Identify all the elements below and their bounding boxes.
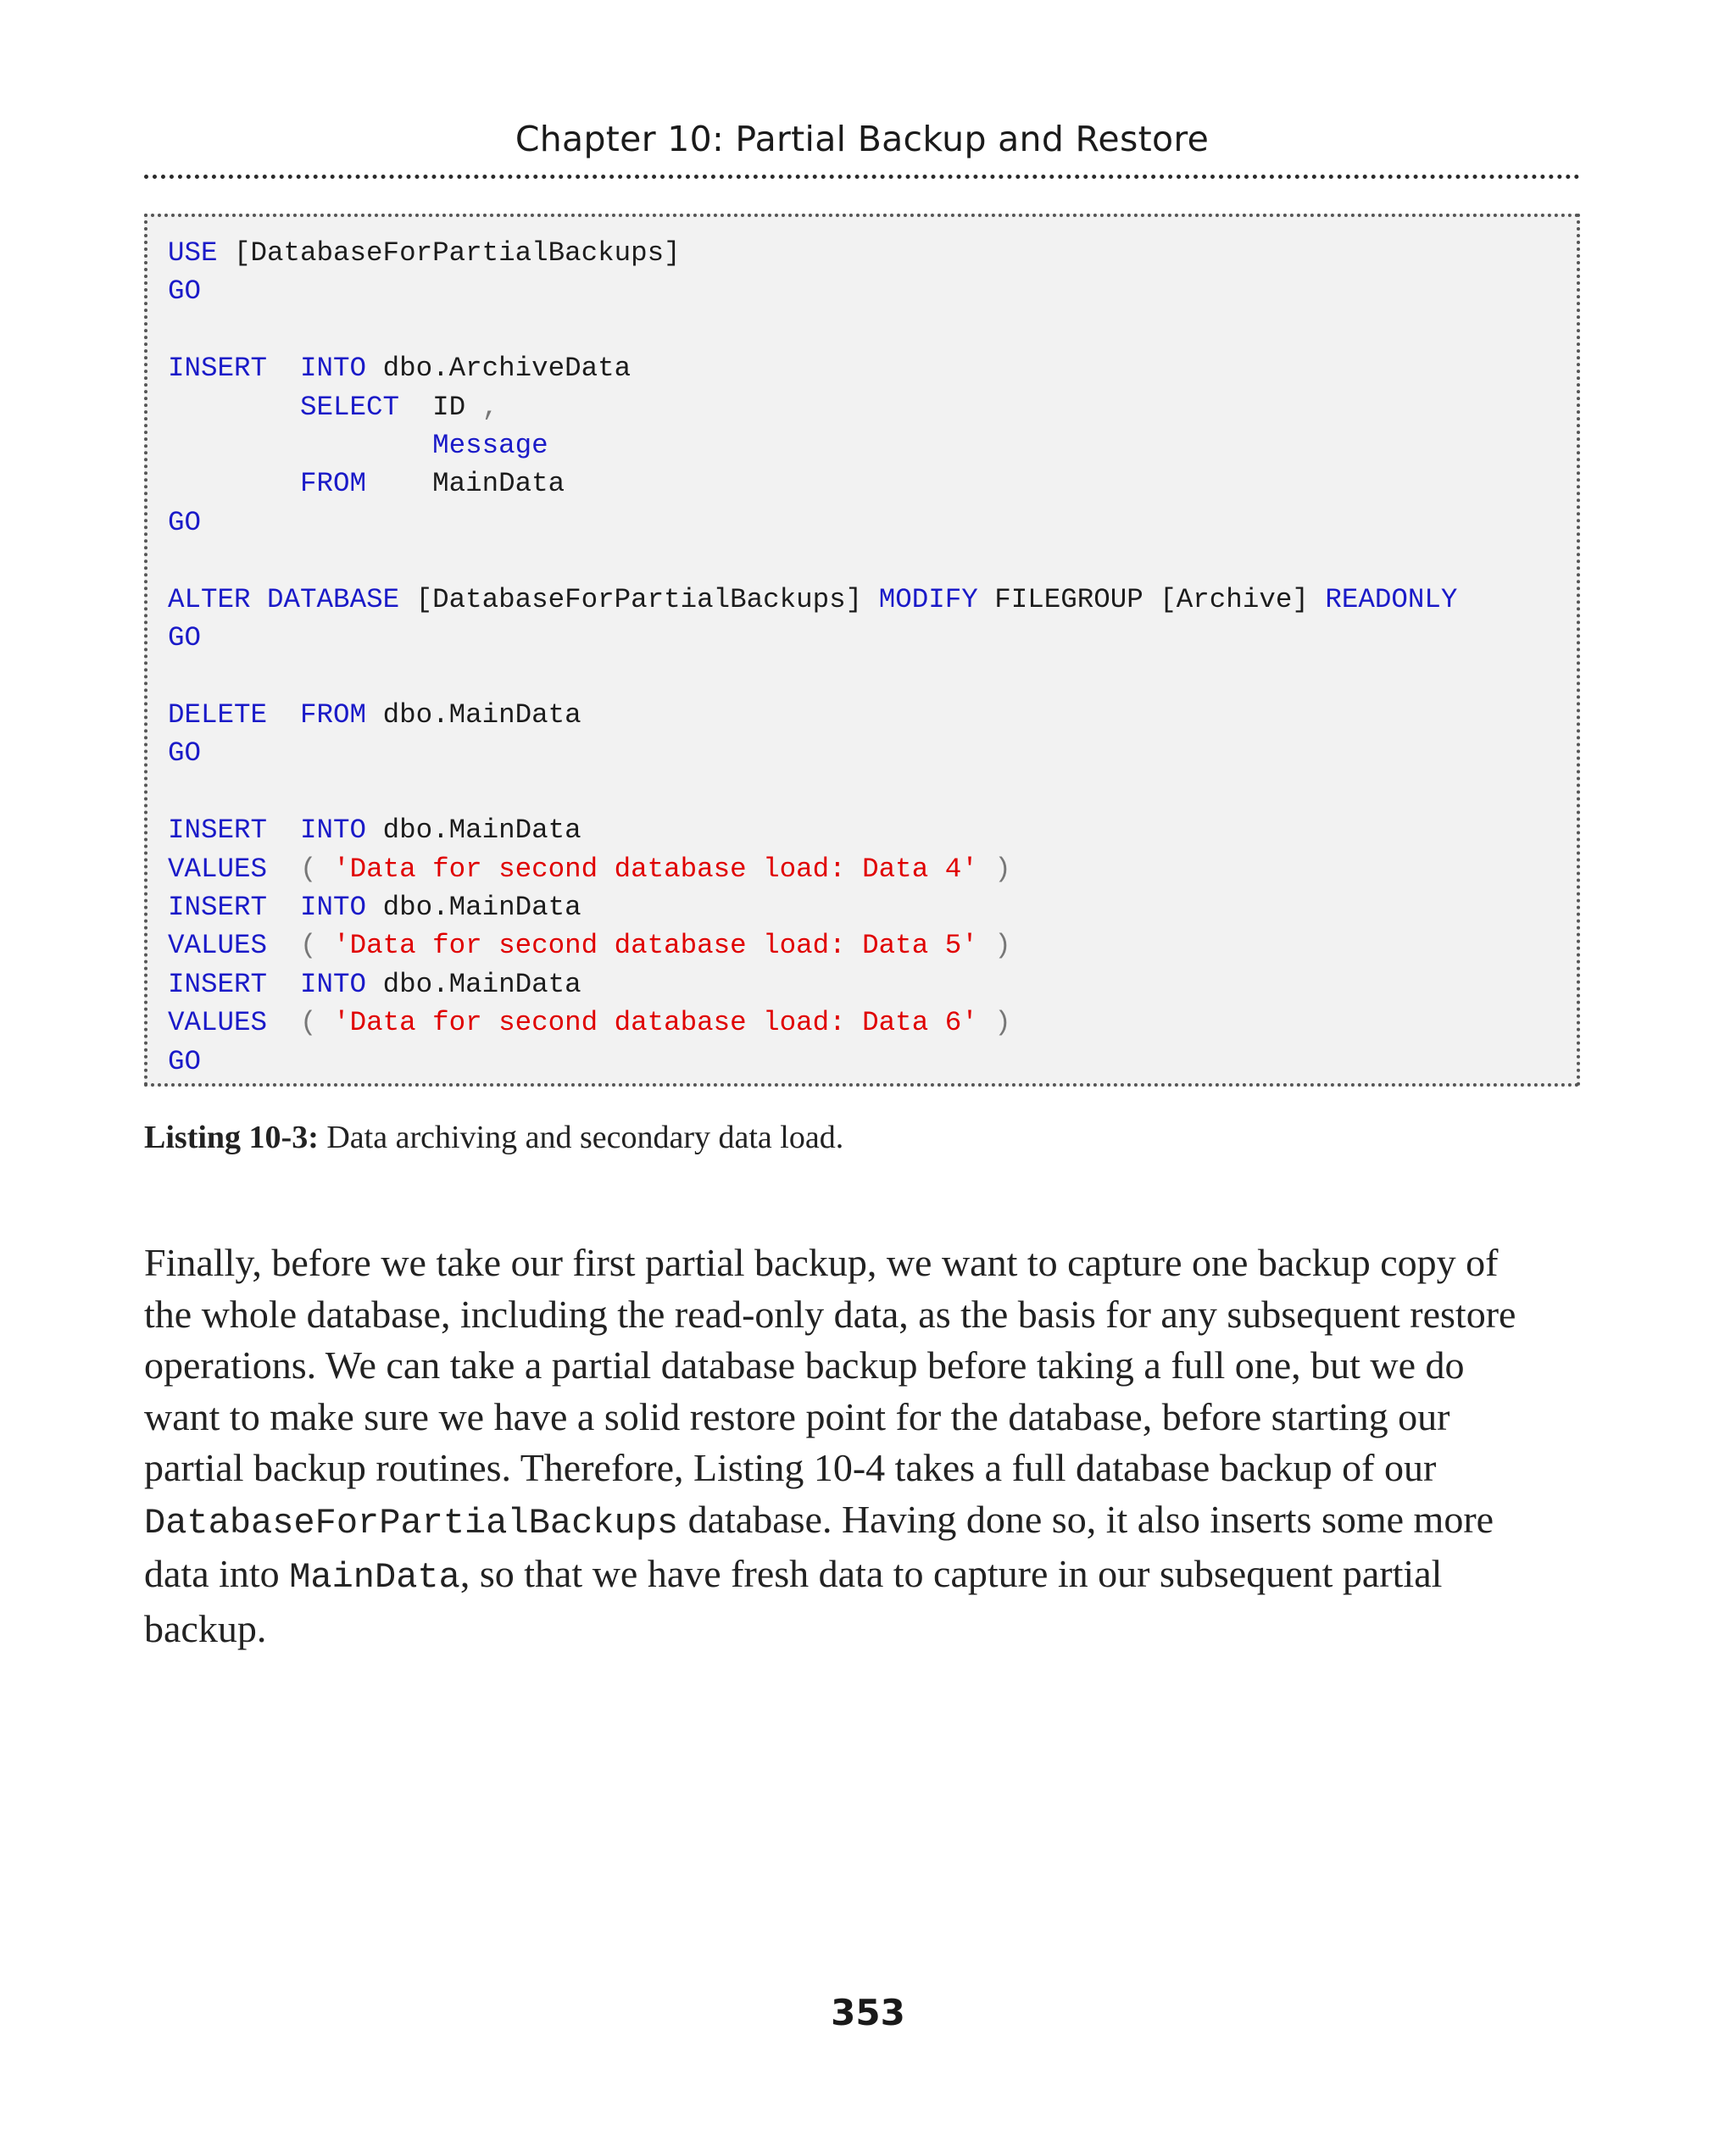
body-text-segment: , so that we have fresh data to capture in our subsequent partial backup. [144,1552,1443,1650]
code-token: FILEGROUP [994,583,1143,615]
code-token: VALUES [168,930,268,962]
code-token: ( [300,930,317,962]
code-token: INTO [300,891,367,923]
page-number: 353 [831,1992,905,2033]
code-token: MODIFY [878,583,978,615]
code-block [168,234,1577,1081]
code-token: INTO [300,353,367,385]
code-token: dbo.MainData [382,891,581,923]
code-token: [DatabaseForPartialBackups] [234,237,681,269]
code-token: FROM [300,698,367,731]
code-token: MainData [432,468,565,500]
code-token: ID [432,391,466,423]
code-token: DELETE [168,698,268,731]
code-token: ( [300,853,317,885]
inline-code: DatabaseForPartialBackups [144,1502,679,1543]
code-token: READONLY [1325,583,1458,615]
caption-label: Listing 10-3: [144,1120,319,1155]
caption-text: Data archiving and secondary data load. [326,1120,844,1155]
code-token: ) [994,853,1011,885]
code-token: VALUES [168,853,268,885]
code-token: ) [994,930,1011,962]
header-divider [144,175,1580,179]
code-string: 'Data for second database load: Data 4' [333,853,978,885]
body-paragraph [144,1237,1517,1654]
body-text-segment: database. Having done so, it also inserts some more data into [144,1497,1494,1595]
code-token: SELECT [300,391,400,423]
code-token: [DatabaseForPartialBackups] [415,583,863,615]
code-token: dbo.ArchiveData [382,353,632,385]
code-token: INSERT [168,891,268,923]
chapter-header: Chapter 10: Partial Backup and Restore [515,119,1210,159]
code-token: [Archive] [1160,583,1309,615]
code-token: ALTER [168,583,251,615]
code-token: INSERT [168,353,268,385]
body-text-segment: Finally, before we take our first partial backup, we want to capture one backup copy of the whole database, including the read-only data, as the basis for any subsequent restore operations. We can take a partial database backup before taking a full one, but we do want to make sure we have a solid restore point for the database, before starting our partial backup routines. Therefore, Listing 10-4 takes a full database backup of our [144,1241,1516,1489]
code-string: 'Data for second database load: Data 5' [333,930,978,962]
code-token: ) [994,1007,1011,1039]
code-token: GO [168,1045,202,1077]
code-token: GO [168,622,202,654]
code-token: , [481,391,499,423]
code-listing [144,214,1580,1087]
code-token: VALUES [168,1007,268,1039]
code-token: GO [168,506,202,538]
code-token: INSERT [168,815,268,847]
code-token: dbo.MainData [382,968,581,1000]
code-token: DATABASE [267,583,400,615]
code-token: Message [432,430,548,462]
code-token: INTO [300,968,367,1000]
code-token: USE [168,237,218,269]
code-string: 'Data for second database load: Data 6' [333,1007,978,1039]
code-token: GO [168,275,202,308]
code-token: INTO [300,815,367,847]
code-token: dbo.MainData [382,815,581,847]
code-token: FROM [300,468,367,500]
listing-caption [144,1119,843,1156]
code-token: dbo.MainData [382,698,581,731]
code-token: GO [168,737,202,770]
code-token: ( [300,1007,317,1039]
inline-code: MainData [289,1557,460,1598]
code-token: INSERT [168,968,268,1000]
